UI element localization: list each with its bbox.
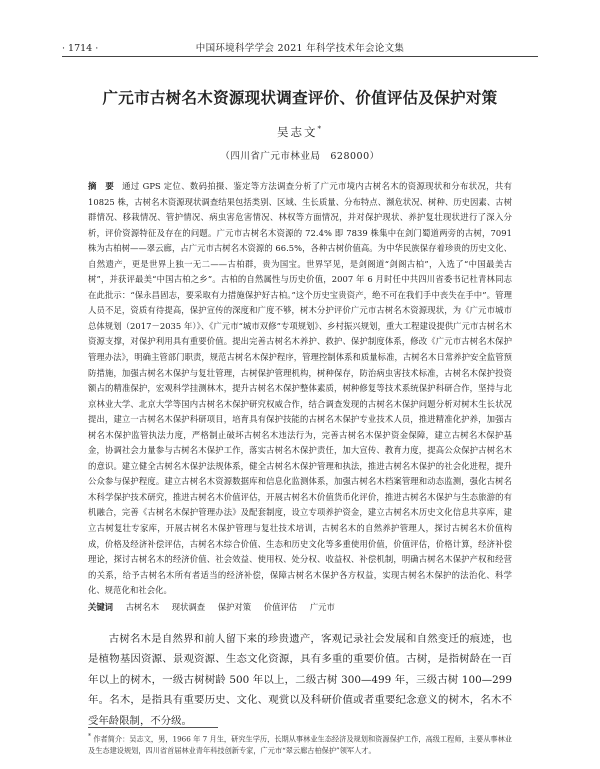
keyword: 保护对策: [217, 602, 252, 612]
author-name: 吴志文: [277, 125, 318, 139]
footnote: [88, 731, 512, 757]
keywords: [88, 600, 512, 614]
body-paragraph: 古树名木是自然界和前人留下来的珍贵遗产，客观记录社会发展和自然变迁的痕迹，也是植物基因资源、景观资源、生态文化资源，具有多重的重要价值。古树，是指树龄在一百年以上的树木，一级古树树龄 500 年以上，二级古树 300—499 年，三级古树 100—299 年。名木，是指具有重要历史、文化、观赏以及科研价值或者重要纪念意义的树木，名木不受年龄限制，不分级。: [88, 633, 512, 727]
page-number: · 1714 ·: [62, 43, 99, 54]
footnote-mark: *: [88, 733, 91, 740]
abstract-text: 通过 GPS 定位、数码拍摄、鉴定等方法调查分析了广元市境内古树名木的资源现状和分布状况，共有 10825 株，古树名木资源现状调查结果包括类别、区域、生长质量、分布特点、濒危状况、树种、历史因素、古树群情况、移栽情况、管护情况、病虫害危害情况、林权等方面情况，并对保护现状、养护复壮现状进行了深入分析，评价资源特征及存在的问题。广元市古树名木资源的 72.4% 即 7839 株集中在剑门蜀道两旁的古树，7091 株为古柏树——翠云廊，占广元市古树名木资源的 66.5%，各种古树价值高。为中华民族保存着珍贵的历史文化、自然遗产，更是世界上独一无二——古柏群，贵为国宝。世界罕见，是剑阁道“剑阁古柏”，入选了“中国最美古树”，并获评最美“中国古柏之乡”。古柏的自然属性与历史价值，2007 年 6 月时任中共四川省委书记杜青林同志在此批示：“保永昌固志，要采取有力措施保护好古柏。”这个历史宝贵资产，绝不可在我们手中丧失在手中”。管理人员不足，资质有待提高，保护宣传的深度和广度不够，树木分护评价广元市古树名木资源现状，为《广元市城市总体规划（2017－2035 年）》、《广元市“城市双修”专项规划》、乡村振兴规划，重大工程建设提供广元市古树名木资源支撑，对保护利用具有重要价值。提出完善古树名木养护、救护、保护制度体系，修改《广元市古树名木保护管理办法》，明确主管部门职责，规范古树名木保护程序，管理控制体系和质量标准，古树名木日常养护安全监管预防措施，加强古树名木保护与复壮管理，古树保护管理机构，树种保存，防治病虫害技术标准，古树名木保护投资额占的精准保护，宏观科学挂测林木，提升古树名木保护整体素质，树种修复等技术系统保护科研合作，坚持与北京林业大学、北京大学等国内古树名木保护研究权威合作，结合调查发现的古树名木保护问题分析对树木生长状况提出，建立一古树名木保护科研项目，培育具有保护技能的古树名木保护专业技术人员，推进精准化护养，加强古树名木保护监管执法力度，严格制止破坏古树名木违法行为，完善古树名木保护资金保障，建立古树名木保护基金，协调社会力量参与古树名木保护工作，落实古树名木保护责任，加大宣传、教育力度，提高公众保护古树名木的意识。建立健全古树名木保护法规体系，健全古树名木保护管理和执法，推进古树名木保护的社会化进程，提升公众参与保护程度。建立古树名木资源数据库和信息化监测体系，加强古树名木档案管理和动态监测，强化古树名木科学保护技术研究，推进古树名木价值评估，开展古树名木价值货币化评价，推进古树名木保护与生态旅游的有机融合，完善《古树名木保护管理办法》及配套制度，设立专项养护资金，建立古树名木历史文化信息共享库，建立古树复壮专家库，开展古树名木保护管理与复壮技术培训，古树名木的自然养护管理人，探讨古树名木价值构成，价格及经济补偿评估，古树名木综合价值、生态和历史文化等多重使用价值，价值评估，价格计算，经济补偿理论，探讨古树名木的经济价值、社会效益、使用权、处分权、收益权、补偿机制，明确古树名木保护产权和经营的关系，给予古树名木所有者适当的经济补偿，保障古树名木保护各方权益，实现古树名木保护的法治化、科学化、规范化和社会化。: [88, 181, 512, 596]
affiliation: （四川省广元市林业局 628000）: [220, 151, 380, 162]
running-header: [62, 40, 538, 57]
keyword: 广元市: [309, 602, 335, 612]
keyword: 价值评估: [263, 602, 298, 612]
footnote-divider: [88, 727, 218, 728]
keyword: 古树名木: [125, 602, 160, 612]
keywords-label: 关键词: [88, 602, 114, 612]
footnote-text: 作者简介：吴志文，男，1966 年 7 月生，研究生学历，长期从事林业生态经济及规划和资源保护工作，高级工程师，主要从事林业及生态建设规划，四川省首届林业青年科技创新专家，广元市“翠云廊古柏保护”领军人才。: [88, 734, 512, 756]
article-title: 广元市古树名木资源现状调查评价、价值评估及保护对策: [102, 89, 498, 107]
author-footnote-mark: *: [317, 125, 323, 134]
abstract: [88, 179, 512, 599]
author-line: [0, 124, 600, 140]
keyword: 现状调查: [171, 602, 206, 612]
abstract-label: 摘 要: [88, 181, 115, 191]
journal-title: 中国环境科学学会 2021 年科学技术年会论文集: [195, 43, 405, 54]
